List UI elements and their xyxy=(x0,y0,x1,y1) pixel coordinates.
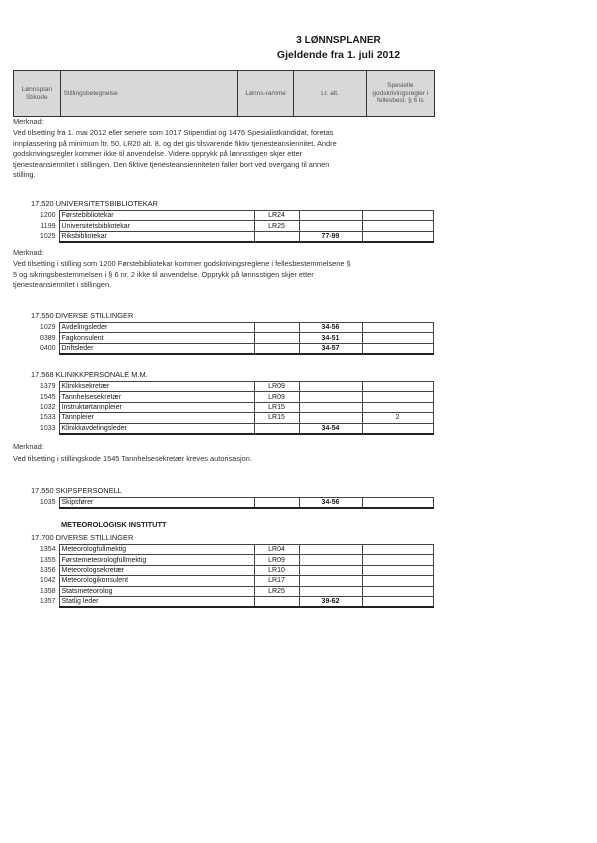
row-frame: LR17 xyxy=(254,576,299,586)
row-title: Førstebibliotekar xyxy=(59,211,254,221)
table-row xyxy=(13,343,433,354)
table-row xyxy=(13,576,433,586)
table-row xyxy=(13,211,433,221)
note-line: Ved tilsetting fra 1. mai 2012 eller senere som 1017 Stipendiat og 1476 Spesialistkandidat, foretas xyxy=(13,128,334,137)
row-special xyxy=(362,586,433,596)
row-code: 0389 xyxy=(39,334,56,342)
row-frame xyxy=(254,498,299,509)
row-title: Tannpleier xyxy=(59,413,254,423)
row-title: Meteorologikonsulent xyxy=(59,576,254,586)
table-row xyxy=(13,231,433,242)
section-table xyxy=(13,210,434,243)
section-heading: 17.550 DIVERSE STILLINGER xyxy=(31,311,134,320)
table-row xyxy=(13,586,433,596)
table-row xyxy=(13,423,433,434)
table-row xyxy=(13,555,433,565)
section-table xyxy=(13,381,434,435)
section-table xyxy=(13,497,434,509)
row-code: 1358 xyxy=(39,587,56,595)
row-alt: 39-62 xyxy=(299,596,362,607)
table-row xyxy=(13,382,433,392)
row-code: 1356 xyxy=(39,566,56,574)
row-special xyxy=(362,343,433,354)
row-frame xyxy=(254,343,299,354)
header-alt: Lr. alt. xyxy=(294,71,366,116)
row-code: 1035 xyxy=(39,499,56,507)
row-special xyxy=(362,555,433,565)
table-row xyxy=(13,402,433,412)
table-row xyxy=(13,596,433,607)
row-special xyxy=(362,323,433,333)
column-header xyxy=(13,70,435,117)
row-alt xyxy=(299,555,362,565)
row-special xyxy=(362,333,433,343)
row-special xyxy=(362,211,433,221)
note-label: Merknad: xyxy=(13,442,44,451)
section-heading: 17.520 UNIVERSITETSBIBLIOTEKAR xyxy=(31,199,158,208)
row-special xyxy=(362,576,433,586)
row-code: 1033 xyxy=(39,425,56,432)
row-title: Tannhelsesekretær xyxy=(59,392,254,402)
row-alt xyxy=(299,586,362,596)
row-alt: 34-51 xyxy=(299,333,362,343)
row-frame: LR09 xyxy=(254,382,299,392)
row-title: Meteorologsekretær xyxy=(59,565,254,575)
row-special xyxy=(362,545,433,555)
row-code: 1025 xyxy=(39,233,56,241)
row-special xyxy=(362,221,433,231)
row-title: Klinikkavdelingsleder xyxy=(59,423,254,434)
row-frame: LR15 xyxy=(254,402,299,412)
institution-heading: METEOROLOGISK INSTITUTT xyxy=(61,520,167,529)
row-title: Statlig leder xyxy=(59,596,254,607)
row-special xyxy=(362,402,433,412)
row-title: Meteorologfullmektig xyxy=(59,545,254,555)
row-frame: LR04 xyxy=(254,545,299,555)
intro-note xyxy=(13,128,433,181)
row-code: 1533 xyxy=(39,414,56,422)
row-code: 1357 xyxy=(39,598,56,606)
row-alt: 77-99 xyxy=(299,231,362,242)
row-title: Avdelingsleder xyxy=(59,323,254,333)
header-special: Spesielle godskrivingsregler i fellesbest. § 6 ls xyxy=(372,81,429,105)
section-note xyxy=(13,259,443,291)
row-alt xyxy=(299,211,362,221)
table-row xyxy=(13,545,433,555)
row-frame xyxy=(254,596,299,607)
row-title: Klinikksekretær xyxy=(59,382,254,392)
row-alt xyxy=(299,402,362,412)
table-row xyxy=(13,323,433,333)
note-label: Merknad: xyxy=(13,117,44,126)
row-alt xyxy=(299,382,362,392)
row-frame xyxy=(254,423,299,434)
section-heading: 17.550 SKIPSPERSONELL xyxy=(31,486,122,495)
row-code: 1200 xyxy=(39,212,56,220)
section-table xyxy=(13,544,434,608)
page-subtitle: Gjeldende fra 1. juli 2012 xyxy=(276,49,401,61)
row-special xyxy=(362,596,433,607)
row-code: 1379 xyxy=(39,383,56,391)
table-row xyxy=(13,221,433,231)
row-frame: LR15 xyxy=(254,413,299,423)
note-label: Merknad: xyxy=(13,248,44,257)
row-alt xyxy=(299,221,362,231)
row-frame xyxy=(254,333,299,343)
row-frame: LR25 xyxy=(254,586,299,596)
page-title: 3 LØNNSPLANER xyxy=(296,35,381,46)
note-line: 5 og sikringsbestemmelsen i § 6 nr. 2 ikke til anvendelse. Opprykk på lønnsstigen skjer etter xyxy=(13,269,314,279)
header-title: Stillingsbetegnelse xyxy=(61,71,238,116)
row-frame: LR09 xyxy=(254,392,299,402)
row-code: 1029 xyxy=(39,324,56,332)
row-code: 1355 xyxy=(39,556,56,564)
table-row xyxy=(13,565,433,575)
row-special xyxy=(362,423,433,434)
table-row xyxy=(13,413,433,423)
section-heading: 17.700 DIVERSE STILLINGER xyxy=(31,533,134,542)
table-row xyxy=(13,498,433,509)
row-frame xyxy=(254,323,299,333)
row-title: Instruktørtannpleier xyxy=(59,402,254,412)
table-row xyxy=(13,333,433,343)
row-alt: 34-56 xyxy=(299,498,362,509)
row-title: Førstemeteorologfullmektig xyxy=(59,555,254,565)
row-frame: LR24 xyxy=(254,211,299,221)
note-line: tjenesteansiennitet i stillingen. xyxy=(13,280,112,290)
row-code: 0400 xyxy=(39,345,56,353)
note-line: innplassering på minimum ltr. 50, LR20 alt. 8, og det gis tilsvarende fiktiv tjenesteansiennitet. Andre xyxy=(13,138,337,148)
section-table xyxy=(13,322,434,355)
row-frame: LR25 xyxy=(254,221,299,231)
row-alt: 34-54 xyxy=(299,423,362,434)
header-stikode: Lønnsplan Stikode xyxy=(14,71,61,116)
row-code: 1032 xyxy=(39,403,56,411)
table-row xyxy=(13,392,433,402)
row-special xyxy=(362,498,433,509)
row-special: 2 xyxy=(362,413,433,423)
row-alt xyxy=(299,565,362,575)
row-title: Riksbibliotekar xyxy=(59,231,254,242)
row-frame xyxy=(254,231,299,242)
section-heading: 17.568 KLINIKKPERSONALE M.M. xyxy=(31,370,148,379)
row-code: 1354 xyxy=(39,546,56,554)
row-special xyxy=(362,392,433,402)
row-alt xyxy=(299,413,362,423)
section-note xyxy=(13,454,443,465)
row-code: 1199 xyxy=(40,222,56,230)
row-alt xyxy=(299,392,362,402)
row-title: Driftsleder xyxy=(59,343,254,354)
note-line: tjenesteansiennitet i stillingen. Den fiktive tjenesteansienniteten faller bort ved overgang til annen xyxy=(13,159,330,169)
row-code: 1545 xyxy=(39,393,56,401)
header-frame: Lønns-ramme xyxy=(238,71,294,116)
row-alt: 34-57 xyxy=(299,343,362,354)
row-alt: 34-56 xyxy=(299,323,362,333)
row-code: 1042 xyxy=(39,577,56,585)
row-alt xyxy=(299,545,362,555)
row-title: Universitetsbibliotekar xyxy=(59,221,254,231)
row-frame: LR09 xyxy=(254,555,299,565)
note-line: Ved tilsetting i stilling som 1200 Førstebibliotekar kommer godskrivingsreglene i fellesbestemmelsene § xyxy=(13,259,351,268)
row-title: Skipsfører xyxy=(59,498,254,509)
row-special xyxy=(362,565,433,575)
row-special xyxy=(362,382,433,392)
row-special xyxy=(362,231,433,242)
row-title: Statsmeteorolog xyxy=(59,586,254,596)
note-line: stilling. xyxy=(13,170,36,180)
note-line: godskrivingsregler kommer ikke til anvendelse. Videre opprykk på lønnsstigen skjer etter xyxy=(13,149,303,159)
row-title: Fagkonsulent xyxy=(59,333,254,343)
note-line: Ved tilsetting i stillingskode 1545 Tannhelsesekretær kreves autorisasjon. xyxy=(13,454,252,463)
row-alt xyxy=(299,576,362,586)
row-frame: LR10 xyxy=(254,565,299,575)
